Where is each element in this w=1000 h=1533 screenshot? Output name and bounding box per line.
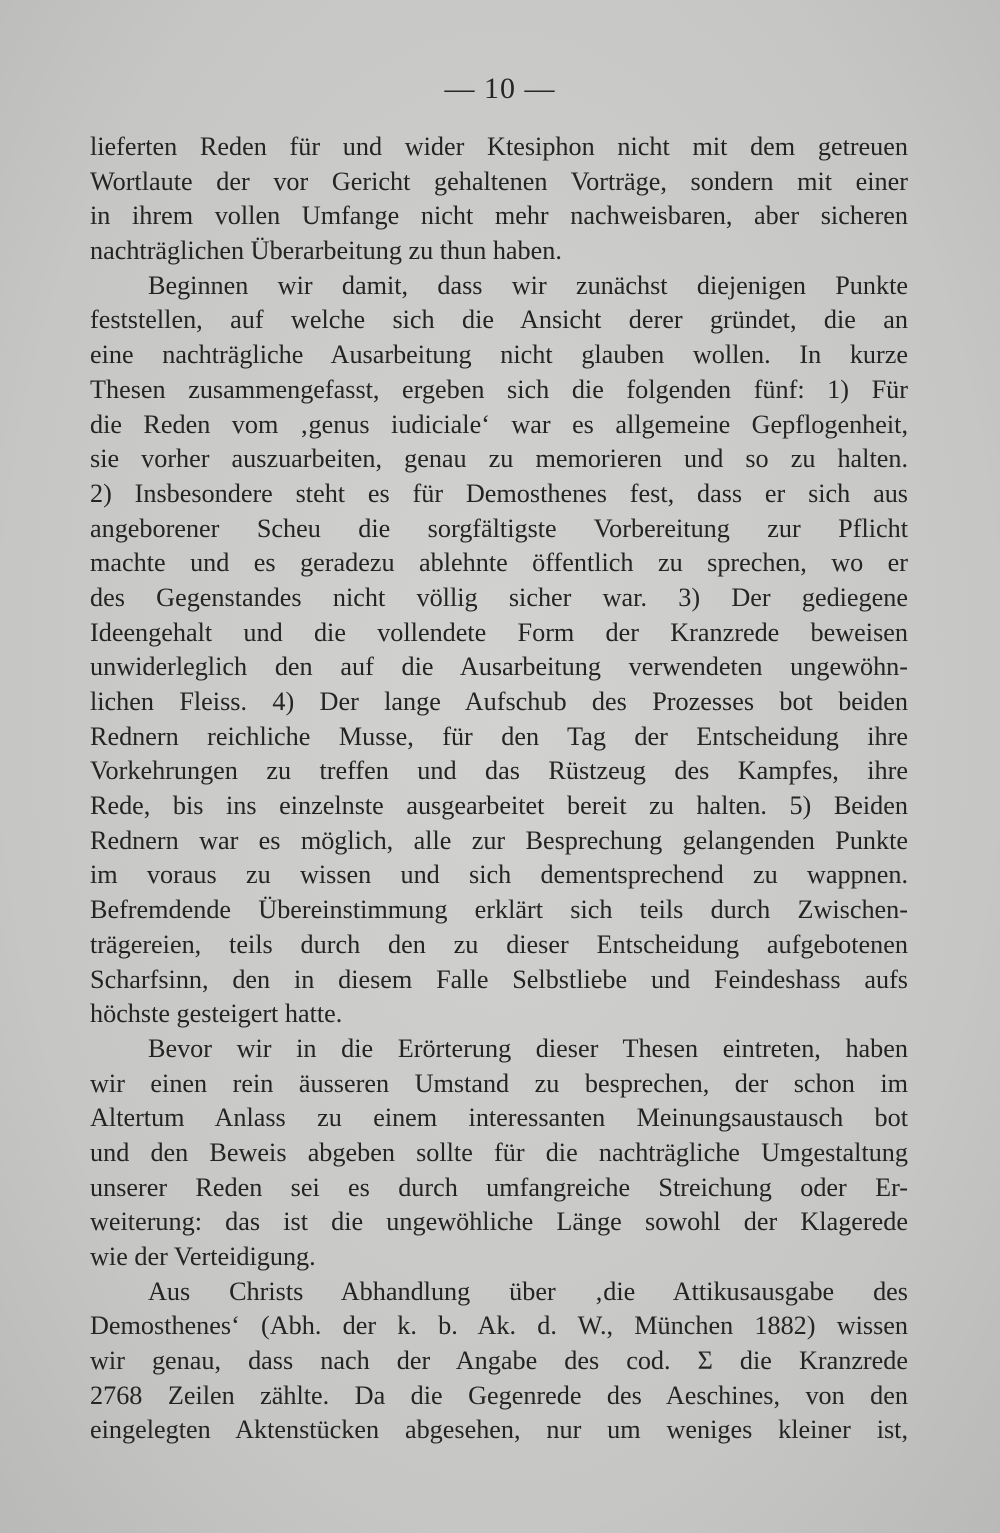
- text-line: Bevor wir in die Erörterung dieser Thesen eintreten, haben: [148, 1033, 908, 1063]
- text-line: Vorkehrungen zu treffen und das Rüstzeug des Kampfes, ihre: [90, 756, 908, 786]
- text-line: unwiderleglich den auf die Ausarbeitung verwendeten ungewöhn-: [90, 652, 908, 682]
- text-line: angeborener Scheu die sorgfältigste Vorbereitung zur Pflicht: [90, 513, 908, 543]
- text-line: eine nachträgliche Ausarbeitung nicht glauben wollen. In kurze: [90, 340, 908, 370]
- paragraph-1: [90, 130, 908, 269]
- text-line: in ihrem vollen Umfange nicht mehr nachweisbaren, aber sicheren: [90, 201, 908, 231]
- text-line: machte und es geradezu ablehnte öffentlich zu sprechen, wo er: [90, 548, 908, 578]
- text-line: wir genau, dass nach der Angabe des cod. Σ die Kranzrede: [90, 1346, 908, 1376]
- text-line: trägereien, teils durch den zu dieser Entscheidung aufgebotenen: [90, 929, 908, 959]
- text-line: Wortlaute der vor Gericht gehaltenen Vorträge, sondern mit einer: [90, 166, 908, 196]
- text-line: 2768 Zeilen zählte. Da die Gegenrede des Aeschines, von den: [90, 1380, 908, 1410]
- text-line: lichen Fleiss. 4) Der lange Aufschub des Prozesses bot beiden: [90, 687, 908, 716]
- text-line: 2) Insbesondere steht es für Demosthenes fest, dass er sich aus: [90, 478, 908, 508]
- page-number: — 10 —: [444, 72, 556, 105]
- paragraph-3: [90, 1032, 908, 1275]
- text-line: die Reden vom ‚genus iudiciale‘ war es allgemeine Gepflogenheit,: [90, 409, 908, 439]
- text-line: im voraus zu wissen und sich dementsprechend zu wappnen.: [90, 860, 908, 890]
- text-line: Scharfsinn, den in diesem Falle Selbstliebe und Feindeshass aufs: [90, 964, 908, 994]
- text-line: unserer Reden sei es durch umfangreiche Streichung oder Er-: [90, 1172, 908, 1202]
- text-line: nachträglichen Überarbeitung zu thun haben.: [90, 236, 562, 266]
- text-line: höchste gesteigert hatte.: [90, 999, 343, 1029]
- text-line: Ideengehalt und die vollendete Form der Kranzrede beweisen: [90, 617, 908, 647]
- text-line: des Gegenstandes nicht völlig sicher war. 3) Der gediegene: [90, 582, 908, 612]
- text-line: und den Beweis abgeben sollte für die nachträgliche Umgestaltung: [90, 1137, 908, 1167]
- text-line: Befremdende Übereinstimmung erklärt sich teils durch Zwischen-: [90, 895, 908, 925]
- text-line: lieferten Reden für und wider Ktesiphon nicht mit dem getreuen: [90, 132, 908, 161]
- text-line: Demosthenes‘ (Abh. der k. b. Ak. d. W., München 1882) wissen: [90, 1311, 908, 1341]
- text-line: Rede, bis ins einzelnste ausgearbeitet bereit zu halten. 5) Beiden: [90, 791, 908, 821]
- text-line: sie vorher auszuarbeiten, genau zu memorieren und so zu halten.: [90, 444, 908, 474]
- text-line: feststellen, auf welche sich die Ansicht derer gründet, die an: [90, 305, 908, 335]
- text-line: Beginnen wir damit, dass wir zunächst diejenigen Punkte: [148, 270, 908, 300]
- text-line: wie der Verteidigung.: [90, 1242, 316, 1271]
- text-line: Altertum Anlass zu einem interessanten Meinungsaustausch bot: [90, 1103, 908, 1133]
- text-line: Aus Christs Abhandlung über ‚die Attikusausgabe des: [148, 1276, 908, 1306]
- text-line: Rednern war es möglich, alle zur Besprechung gelangenden Punkte: [90, 825, 908, 855]
- text-line: eingelegten Aktenstücken abgesehen, nur um weniges kleiner ist,: [90, 1415, 908, 1445]
- text-line: weiterung: das ist die ungewöhliche Länge sowohl der Klagerede: [90, 1207, 908, 1237]
- text-line: wir einen rein äusseren Umstand zu besprechen, der schon im: [90, 1068, 908, 1098]
- page-text: [90, 130, 908, 1448]
- text-line: Rednern reichliche Musse, für den Tag der Entscheidung ihre: [90, 721, 908, 751]
- paragraph-4: [90, 1275, 908, 1448]
- paragraph-2: [90, 269, 908, 1032]
- text-line: Thesen zusammengefasst, ergeben sich die folgenden fünf: 1) Für: [90, 374, 908, 404]
